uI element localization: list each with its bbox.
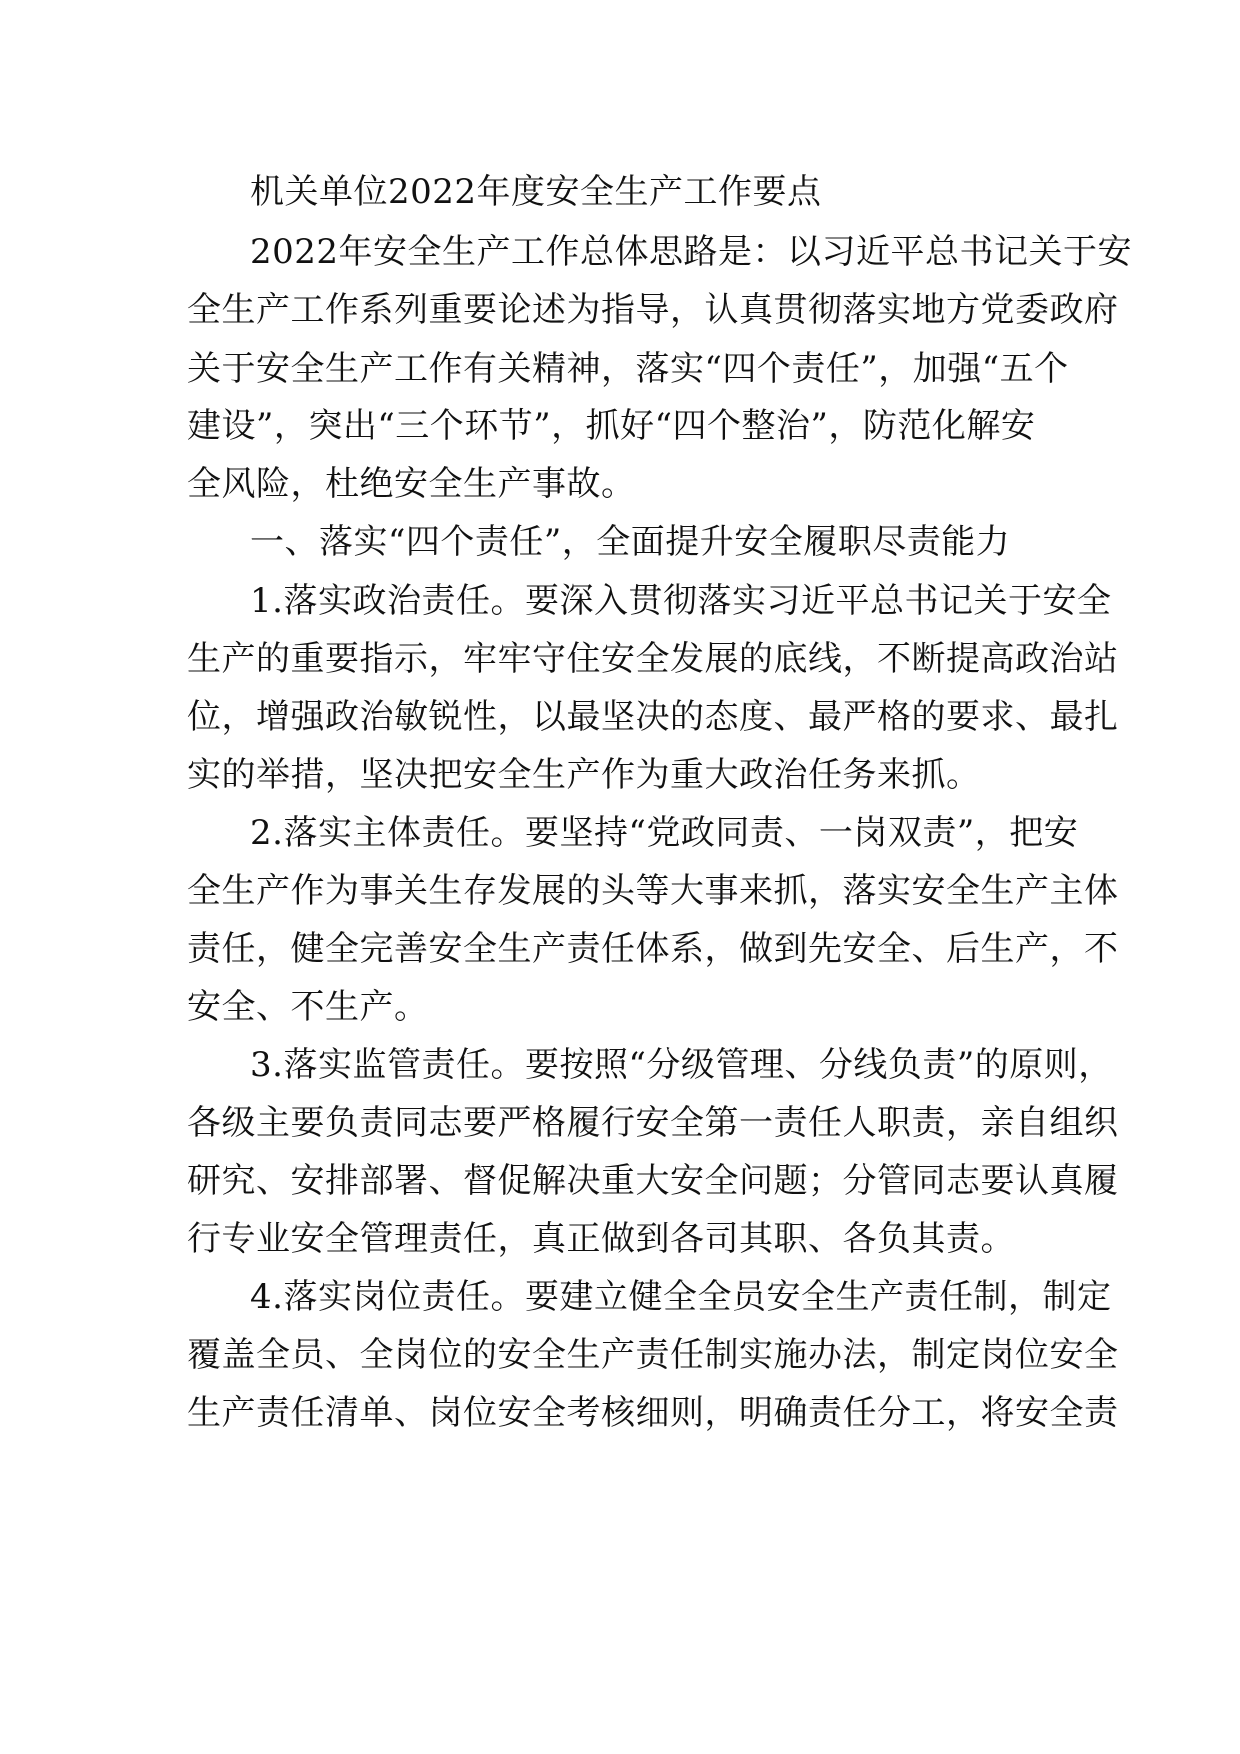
body-line: 各级主要负责同志要严格履行安全第一责任人职责，亲自组织 xyxy=(187,1103,1119,1143)
body-line: 行专业安全管理责任，真正做到各司其职、各负其责。 xyxy=(187,1219,1015,1259)
body-line: 3.落实监管责任。要按照“分级管理、分线负责”的原则， xyxy=(250,1045,1113,1085)
body-line: 4.落实岗位责任。要建立健全全员安全生产责任制，制定 xyxy=(250,1277,1112,1317)
section-heading: 一、落实“四个责任”，全面提升安全履职尽责能力 xyxy=(250,522,1011,562)
body-line: 2.落实主体责任。要坚持“党政同责、一岗双责”，把安 xyxy=(250,813,1079,853)
body-line: 全风险，杜绝安全生产事故。 xyxy=(187,464,636,504)
body-line: 关于安全生产工作有关精神，落实“四个责任”，加强“五个 xyxy=(187,349,1069,389)
body-line: 责任，健全完善安全生产责任体系，做到先安全、后生产，不 xyxy=(187,929,1119,969)
body-line: 实的举措，坚决把安全生产作为重大政治任务来抓。 xyxy=(187,755,981,795)
body-line: 安全、不生产。 xyxy=(187,987,429,1027)
body-line: 全生产作为事关生存发展的头等大事来抓，落实安全生产主体 xyxy=(187,871,1119,911)
body-line: 建设”，突出“三个环节”，抓好“四个整治”，防范化解安 xyxy=(187,406,1036,446)
body-line: 2022年安全生产工作总体思路是：以习近平总书记关于安 xyxy=(250,232,1133,272)
body-line: 位，增强政治敏锐性，以最坚决的态度、最严格的要求、最扎 xyxy=(187,697,1119,737)
body-line: 全生产工作系列重要论述为指导，认真贯彻落实地方党委政府 xyxy=(187,290,1119,330)
body-line: 生产责任清单、岗位安全考核细则，明确责任分工，将安全责 xyxy=(187,1393,1119,1433)
body-line: 生产的重要指示，牢牢守住安全发展的底线，不断提高政治站 xyxy=(187,639,1119,679)
body-line: 研究、安排部署、督促解决重大安全问题；分管同志要认真履 xyxy=(187,1161,1119,1201)
document-title: 机关单位2022年度安全生产工作要点 xyxy=(250,172,822,212)
body-line: 1.落实政治责任。要深入贯彻落实习近平总书记关于安全 xyxy=(250,581,1112,621)
body-line: 覆盖全员、全岗位的安全生产责任制实施办法，制定岗位安全 xyxy=(187,1335,1119,1375)
